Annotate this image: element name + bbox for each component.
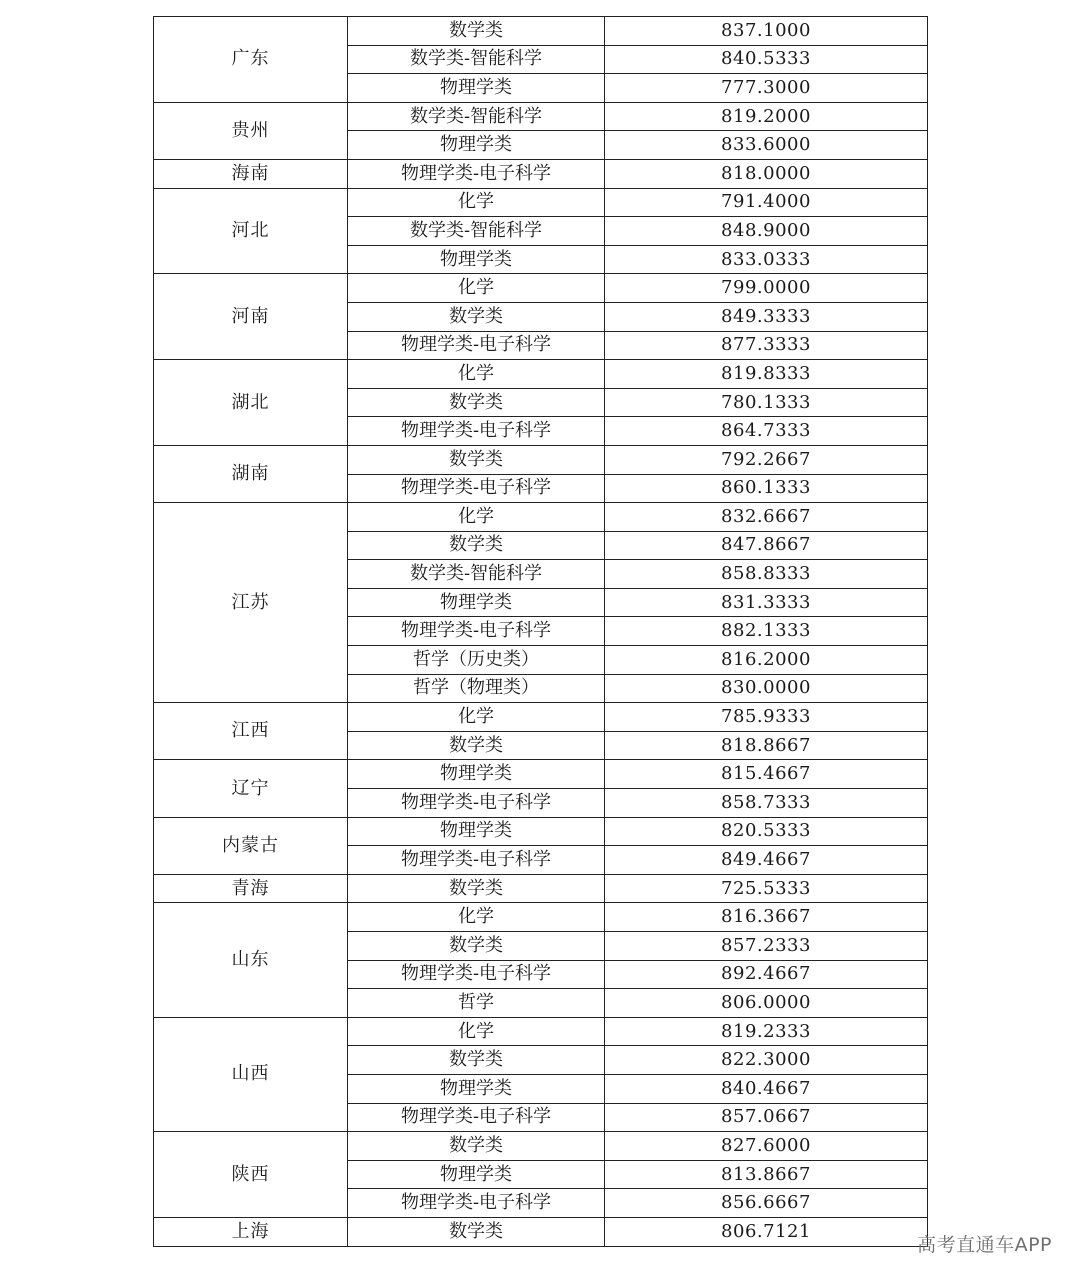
province-cell: 山西	[154, 1017, 348, 1131]
major-cell: 物理学类-电子科学	[348, 474, 605, 503]
score-cell: 833.6000	[605, 131, 928, 160]
score-cell: 892.4667	[605, 960, 928, 989]
province-cell: 广东	[154, 17, 348, 103]
major-cell: 数学类	[348, 531, 605, 560]
major-cell: 数学类-智能科学	[348, 45, 605, 74]
score-cell: 819.8333	[605, 360, 928, 389]
major-cell: 物理学类	[348, 1160, 605, 1189]
major-cell: 物理学类	[348, 74, 605, 103]
major-cell: 数学类	[348, 302, 605, 331]
score-cell: 830.0000	[605, 674, 928, 703]
score-cell: 833.0333	[605, 245, 928, 274]
major-cell: 物理学类-电子科学	[348, 1189, 605, 1218]
province-cell: 山东	[154, 903, 348, 1017]
table-row	[154, 1217, 928, 1246]
major-cell: 化学	[348, 903, 605, 932]
province-cell: 贵州	[154, 102, 348, 159]
score-cell: 820.5333	[605, 817, 928, 846]
score-cell: 806.7121	[605, 1217, 928, 1246]
score-cell: 816.3667	[605, 903, 928, 932]
major-cell: 物理学类-电子科学	[348, 1103, 605, 1132]
table-row	[154, 360, 928, 389]
table-row	[154, 102, 928, 131]
province-cell: 河南	[154, 274, 348, 360]
major-cell: 物理学类	[348, 131, 605, 160]
major-cell: 数学类	[348, 445, 605, 474]
table-row	[154, 903, 928, 932]
score-table	[153, 16, 928, 1247]
major-cell: 物理学类	[348, 245, 605, 274]
major-cell: 化学	[348, 360, 605, 389]
major-cell: 物理学类-电子科学	[348, 846, 605, 875]
province-cell: 海南	[154, 159, 348, 188]
major-cell: 数学类	[348, 17, 605, 46]
score-cell: 816.2000	[605, 646, 928, 675]
score-cell: 848.9000	[605, 217, 928, 246]
score-cell: 840.5333	[605, 45, 928, 74]
table-row	[154, 159, 928, 188]
score-cell: 858.7333	[605, 789, 928, 818]
major-cell: 数学类	[348, 388, 605, 417]
score-cell: 799.0000	[605, 274, 928, 303]
major-cell: 哲学（物理类）	[348, 674, 605, 703]
major-cell: 数学类	[348, 731, 605, 760]
score-cell: 813.8667	[605, 1160, 928, 1189]
score-cell: 785.9333	[605, 703, 928, 732]
major-cell: 物理学类-电子科学	[348, 789, 605, 818]
score-table-body	[154, 17, 928, 1247]
score-cell: 815.4667	[605, 760, 928, 789]
major-cell: 物理学类-电子科学	[348, 159, 605, 188]
score-cell: 818.0000	[605, 159, 928, 188]
province-cell: 河北	[154, 188, 348, 274]
major-cell: 物理学类-电子科学	[348, 617, 605, 646]
major-cell: 化学	[348, 503, 605, 532]
province-cell: 辽宁	[154, 760, 348, 817]
table-row	[154, 1017, 928, 1046]
major-cell: 化学	[348, 1017, 605, 1046]
table-row	[154, 1132, 928, 1161]
major-cell: 数学类	[348, 1217, 605, 1246]
province-cell: 陕西	[154, 1132, 348, 1218]
score-cell: 777.3000	[605, 74, 928, 103]
major-cell: 数学类-智能科学	[348, 102, 605, 131]
table-row	[154, 760, 928, 789]
province-cell: 上海	[154, 1217, 348, 1246]
major-cell: 数学类	[348, 932, 605, 961]
province-cell: 青海	[154, 874, 348, 903]
score-cell: 877.3333	[605, 331, 928, 360]
score-cell: 856.6667	[605, 1189, 928, 1218]
score-cell: 840.4667	[605, 1074, 928, 1103]
table-row	[154, 445, 928, 474]
table-row	[154, 188, 928, 217]
major-cell: 物理学类-电子科学	[348, 417, 605, 446]
score-cell: 847.8667	[605, 531, 928, 560]
score-cell: 819.2000	[605, 102, 928, 131]
table-row	[154, 817, 928, 846]
province-cell: 江西	[154, 703, 348, 760]
major-cell: 化学	[348, 703, 605, 732]
score-cell: 791.4000	[605, 188, 928, 217]
score-cell: 819.2333	[605, 1017, 928, 1046]
score-cell: 849.3333	[605, 302, 928, 331]
major-cell: 数学类	[348, 1046, 605, 1075]
score-cell: 858.8333	[605, 560, 928, 589]
table-row	[154, 874, 928, 903]
major-cell: 数学类	[348, 874, 605, 903]
score-cell: 792.2667	[605, 445, 928, 474]
province-cell: 湖南	[154, 445, 348, 502]
major-cell: 数学类-智能科学	[348, 217, 605, 246]
table-row	[154, 17, 928, 46]
province-cell: 湖北	[154, 360, 348, 446]
table-row	[154, 503, 928, 532]
major-cell: 物理学类-电子科学	[348, 331, 605, 360]
score-cell: 864.7333	[605, 417, 928, 446]
major-cell: 哲学（历史类）	[348, 646, 605, 675]
table-row	[154, 274, 928, 303]
table-row	[154, 703, 928, 732]
score-cell: 832.6667	[605, 503, 928, 532]
score-cell: 857.2333	[605, 932, 928, 961]
score-cell: 857.0667	[605, 1103, 928, 1132]
major-cell: 物理学类	[348, 588, 605, 617]
major-cell: 哲学	[348, 989, 605, 1018]
score-cell: 818.8667	[605, 731, 928, 760]
major-cell: 数学类-智能科学	[348, 560, 605, 589]
major-cell: 物理学类	[348, 817, 605, 846]
major-cell: 物理学类	[348, 1074, 605, 1103]
score-cell: 822.3000	[605, 1046, 928, 1075]
score-cell: 849.4667	[605, 846, 928, 875]
province-cell: 江苏	[154, 503, 348, 703]
major-cell: 物理学类-电子科学	[348, 960, 605, 989]
score-cell: 837.1000	[605, 17, 928, 46]
score-cell: 831.3333	[605, 588, 928, 617]
score-cell: 806.0000	[605, 989, 928, 1018]
score-cell: 827.6000	[605, 1132, 928, 1161]
major-cell: 化学	[348, 274, 605, 303]
watermark: 高考直通车APP	[917, 1234, 1052, 1256]
major-cell: 数学类	[348, 1132, 605, 1161]
major-cell: 化学	[348, 188, 605, 217]
major-cell: 物理学类	[348, 760, 605, 789]
score-cell: 780.1333	[605, 388, 928, 417]
score-cell: 725.5333	[605, 874, 928, 903]
score-cell: 860.1333	[605, 474, 928, 503]
province-cell: 内蒙古	[154, 817, 348, 874]
score-cell: 882.1333	[605, 617, 928, 646]
